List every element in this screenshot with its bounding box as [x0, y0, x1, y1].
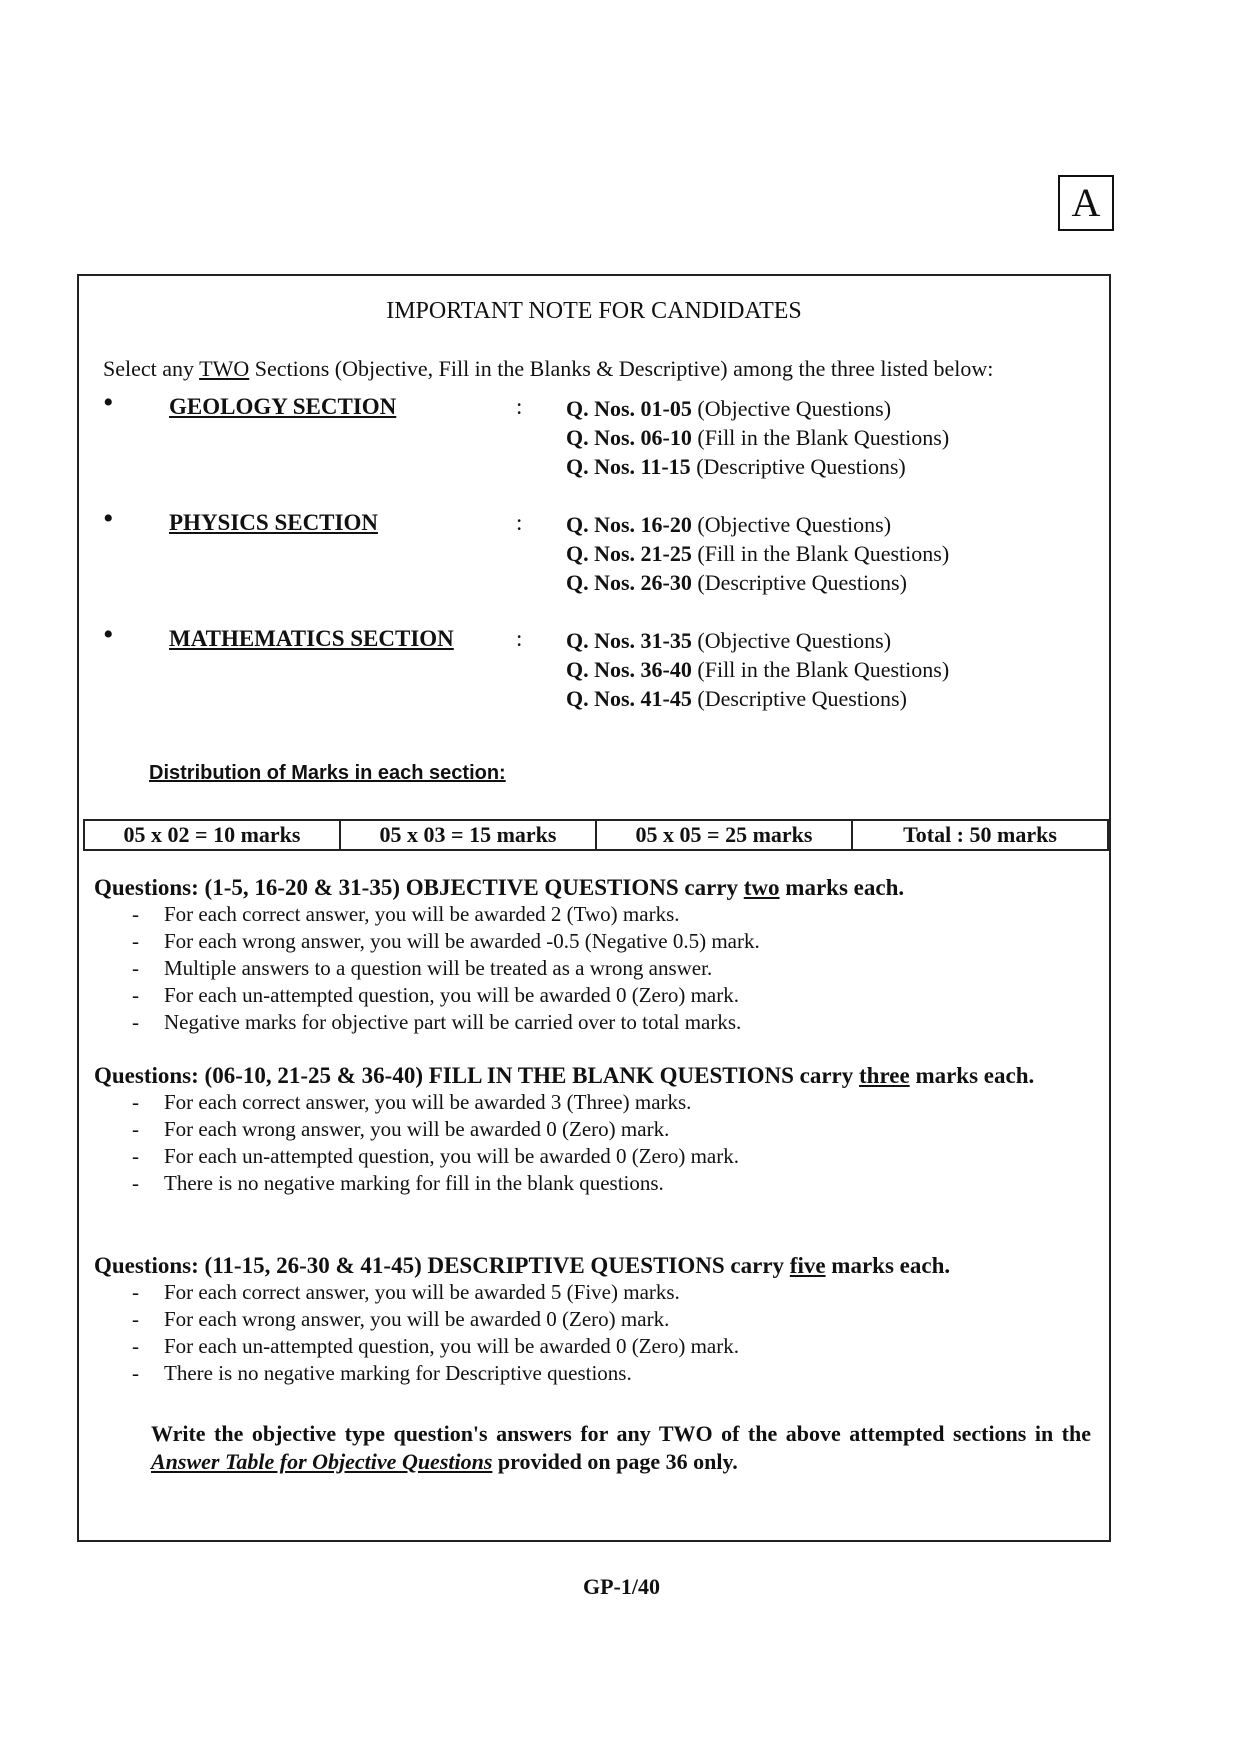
bullet-icon: •	[103, 502, 114, 535]
block-heading: Questions: (06-10, 21-25 & 36-40) FILL IN THE BLANK QUESTIONS carry three marks each.	[94, 1063, 1035, 1088]
marks-cell: 05 x 02 = 10 marks	[83, 821, 339, 849]
intro-text: Select any TWO Sections (Objective, Fill in the Blanks & Descriptive) among the three listed below:	[103, 356, 994, 381]
question-range: Q. Nos. 31-35 (Objective Questions)	[566, 628, 892, 653]
page-title: IMPORTANT NOTE FOR CANDIDATES	[386, 298, 802, 324]
section-name: MATHEMATICS SECTION	[169, 626, 454, 651]
page-number: GP-1/40	[583, 1574, 660, 1599]
bullet-icon: •	[103, 386, 114, 419]
rule-item: - There is no negative marking for fill in the blank questions.	[132, 1171, 664, 1195]
paper-set-label: A	[1058, 175, 1114, 231]
answer-table-reference: Answer Table for Objective Questions	[151, 1449, 493, 1474]
question-range: Q. Nos. 16-20 (Objective Questions)	[566, 512, 892, 537]
instructions-box: IMPORTANT NOTE FOR CANDIDATES Select any TWO Sections (Objective, Fill in the Blanks & Descriptive) among the three listed below: • GEOLOGY SECTION : Q. Nos. 01-05 (Objective Questions) Q. Nos. 06-10 (Fill in the Blank Questions) Q. Nos. 11-15 (Descriptive Questions) • PHYSICS SECTION : Q. Nos. 16-20 (Objective Questions) Q. Nos. 21-25 (Fill in the Blank Questions) Q. Nos. 26-30 (Descriptive Questions) • MATHEMATICS SECTION : Q. Nos. 31-35 (Objective Questions) Q. Nos. 36-40 (Fill in the Blank Questions) Q. Nos. 41-45 (Descriptive Questions) Distribution of Marks in each section: 05 x 02 = 10 marks 05 x 03 = 15 marks 05 x 05 = 25 marks Total : 50 marks Questions: (1-5, 16-20 & 31-35) OBJECTIVE QUESTIONS carry two marks each. - For each correct answer, you will be awarded 2 (Two) marks. - For each wrong answer, you will be awarded -0.5 (Negative 0.5) mark. - Multiple answers to a question will be treated as a wrong answer. - For each un-attempted question, you will be awarded 0 (Zero) mark. - Negative marks for objective part will be carried over to total marks. Questions: (06-10, 21-25 & 36-40) FILL IN THE BLANK QUESTIONS carry three marks each. - For each correct answer, you will be awarded 3 (Three) marks. - For each wrong answer, you will be awarded 0 (Zero) mark. - For each un-attempted question, you will be awarded 0 (Zero) mark. - There is no negative marking for fill in the blank questions. Questions: (11-15, 26-30 & 41-45) DESCRIPTIVE QUESTIONS carry five marks each. - For each correct answer, you will be awarded 5 (Five) marks. - For each wrong answer, you will be awarded 0 (Zero) mark. - For each un-attempted question, you will be awarded 0 (Zero) mark. - There is no negative marking for Descriptive questions. Write the objective type question's answers for any TWO of the above attempted sections in the Answer Table for Objective Questions provided on page 36 only.	[77, 274, 1111, 1542]
rule-item: - For each wrong answer, you will be awarded -0.5 (Negative 0.5) mark.	[132, 929, 760, 953]
marks-cell: 05 x 05 = 25 marks	[595, 821, 851, 849]
rule-item: - For each correct answer, you will be awarded 3 (Three) marks.	[132, 1090, 692, 1114]
section-name: GEOLOGY SECTION	[169, 394, 397, 419]
distribution-heading: Distribution of Marks in each section:	[149, 762, 506, 784]
bullet-icon: •	[103, 618, 114, 651]
rule-item: - For each un-attempted question, you will be awarded 0 (Zero) mark.	[132, 983, 739, 1007]
answer-table-note: Write the objective type question's answers for any TWO of the above attempted sections in the Answer Table for Objective Questions provided on page 36 only.	[151, 1421, 1091, 1474]
question-range: Q. Nos. 21-25 (Fill in the Blank Questions)	[566, 541, 950, 566]
descriptive-rules	[94, 1252, 1094, 1387]
question-range: Q. Nos. 26-30 (Descriptive Questions)	[566, 570, 907, 595]
rule-item: - For each wrong answer, you will be awarded 0 (Zero) mark.	[132, 1117, 670, 1141]
rule-item: - For each correct answer, you will be awarded 5 (Five) marks.	[132, 1280, 680, 1304]
marks-distribution-table	[83, 819, 1109, 851]
question-range: Q. Nos. 36-40 (Fill in the Blank Questions)	[566, 657, 950, 682]
rule-item: - Multiple answers to a question will be treated as a wrong answer.	[132, 956, 713, 980]
question-list	[566, 626, 949, 713]
block-heading: Questions: (1-5, 16-20 & 31-35) OBJECTIVE QUESTIONS carry two marks each.	[94, 875, 905, 900]
rule-item: - There is no negative marking for Descriptive questions.	[132, 1361, 632, 1385]
rule-item: - For each wrong answer, you will be awarded 0 (Zero) mark.	[132, 1307, 670, 1331]
marks-total-cell: Total : 50 marks	[851, 821, 1109, 849]
rule-item: - For each correct answer, you will be awarded 2 (Two) marks.	[132, 902, 680, 926]
objective-rules	[94, 874, 1094, 1036]
question-range: Q. Nos. 11-15 (Descriptive Questions)	[566, 454, 906, 479]
fill-blank-rules	[94, 1062, 1094, 1197]
marks-cell: 05 x 03 = 15 marks	[339, 821, 595, 849]
question-range: Q. Nos. 01-05 (Objective Questions)	[566, 396, 892, 421]
section-name: PHYSICS SECTION	[169, 510, 378, 535]
question-list	[566, 394, 949, 481]
question-range: Q. Nos. 41-45 (Descriptive Questions)	[566, 686, 907, 711]
question-list	[566, 510, 949, 597]
block-heading: Questions: (11-15, 26-30 & 41-45) DESCRIPTIVE QUESTIONS carry five marks each.	[94, 1253, 951, 1278]
rule-item: - For each un-attempted question, you will be awarded 0 (Zero) mark.	[132, 1334, 739, 1358]
rule-item: - For each un-attempted question, you will be awarded 0 (Zero) mark.	[132, 1144, 739, 1168]
rule-item: - Negative marks for objective part will be carried over to total marks.	[132, 1010, 742, 1034]
question-range: Q. Nos. 06-10 (Fill in the Blank Questions)	[566, 425, 950, 450]
